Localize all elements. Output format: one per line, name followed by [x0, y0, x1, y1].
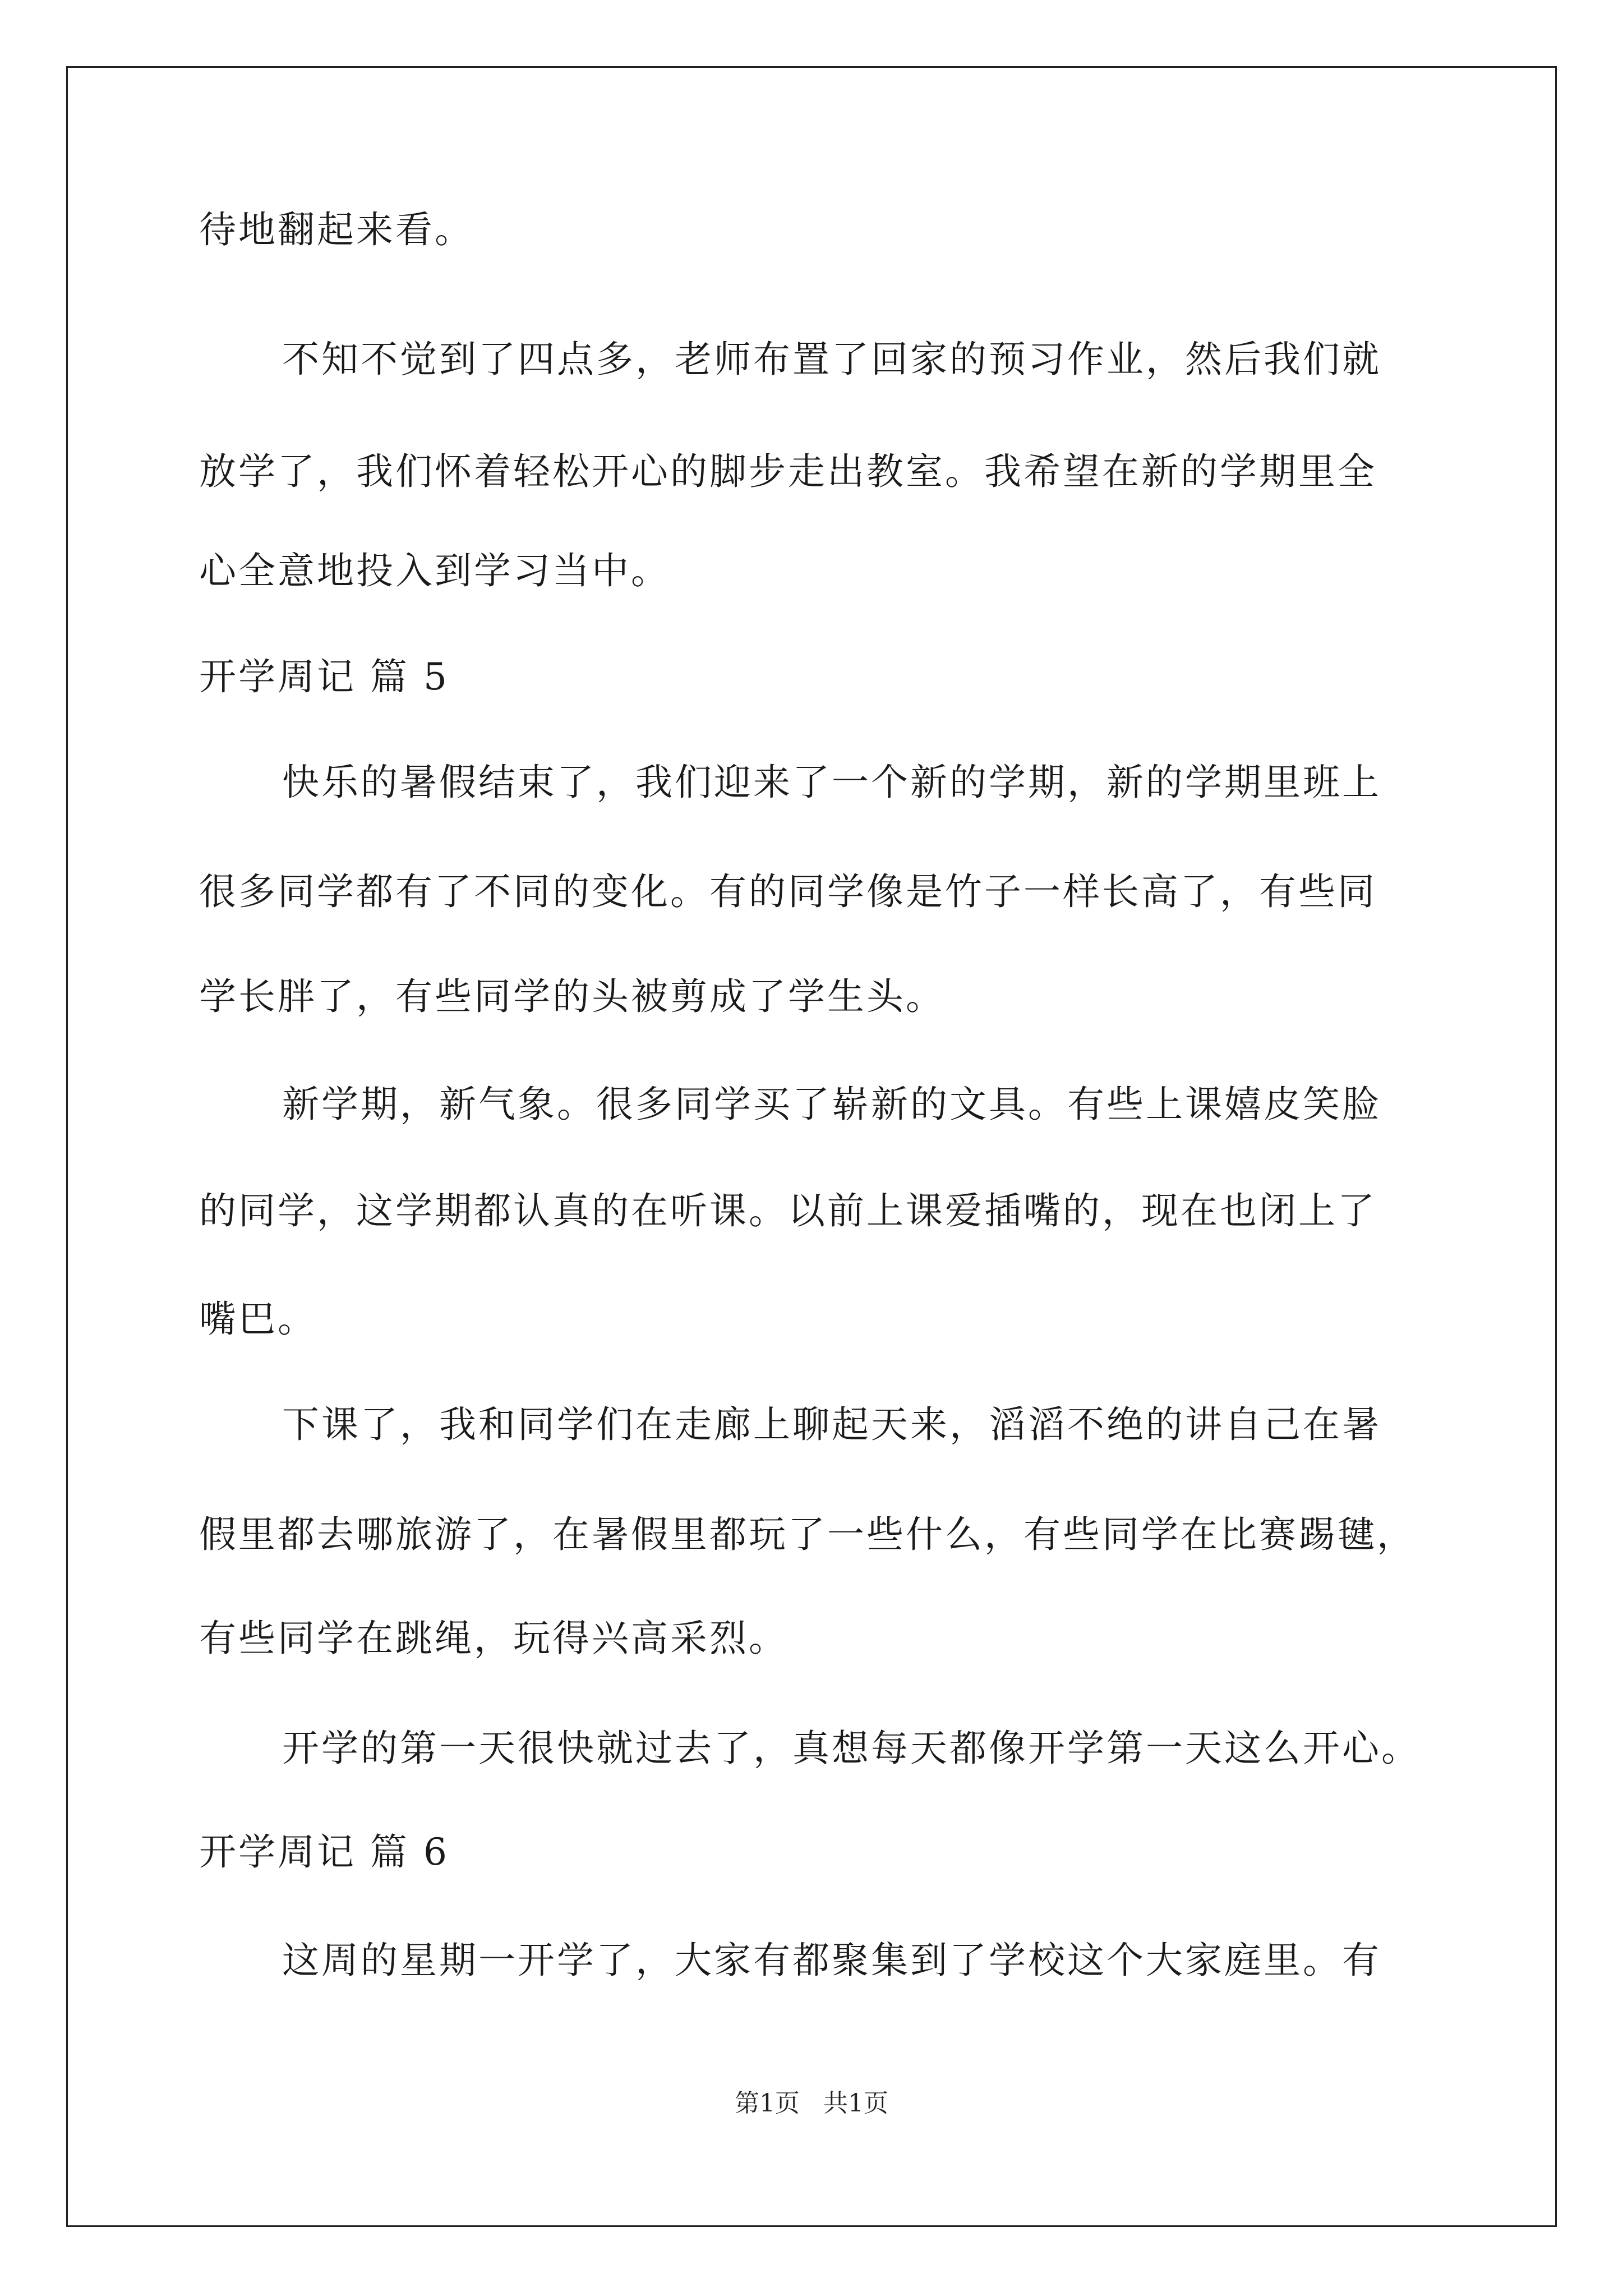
section-heading: 开学周记 篇 6 — [199, 1830, 449, 1874]
text-line: 的同学，这学期都认真的在听课。以前上课爱插嘴的，现在也闭上了 — [199, 1189, 1377, 1232]
text-line: 假里都去哪旅游了，在暑假里都玩了一些什么，有些同学在比赛踢毽， — [199, 1513, 1416, 1556]
page-footer: 第1页 共1页 — [735, 2089, 888, 2118]
text-line: 很多同学都有了不同的变化。有的同学像是竹子一样长高了，有些同 — [199, 870, 1377, 913]
text-line: 下课了，我和同学们在走廊上聊起天来，滔滔不绝的讲自己在暑 — [282, 1403, 1381, 1446]
page-border — [66, 66, 1557, 2227]
section-heading: 开学周记 篇 5 — [199, 655, 449, 698]
text-line: 不知不觉到了四点多，老师布置了回家的预习作业，然后我们就 — [282, 338, 1381, 381]
text-line: 心全意地投入到学习当中。 — [199, 549, 670, 592]
text-line: 学长胖了，有些同学的头被剪成了学生头。 — [199, 975, 945, 1018]
text-line: 有些同学在跳绳，玩得兴高采烈。 — [199, 1617, 788, 1660]
text-line: 嘴巴。 — [199, 1297, 317, 1341]
text-line: 快乐的暑假结束了，我们迎来了一个新的学期，新的学期里班上 — [282, 761, 1381, 804]
text-line: 这周的星期一开学了，大家有都聚集到了学校这个大家庭里。有 — [282, 1939, 1381, 1982]
text-line: 新学期，新气象。很多同学买了崭新的文具。有些上课嬉皮笑脸 — [282, 1083, 1381, 1126]
text-line: 开学的第一天很快就过去了，真想每天都像开学第一天这么开心。 — [282, 1727, 1421, 1770]
text-line: 待地翻起来看。 — [199, 208, 474, 251]
text-line: 放学了，我们怀着轻松开心的脚步走出教室。我希望在新的学期里全 — [199, 450, 1377, 493]
